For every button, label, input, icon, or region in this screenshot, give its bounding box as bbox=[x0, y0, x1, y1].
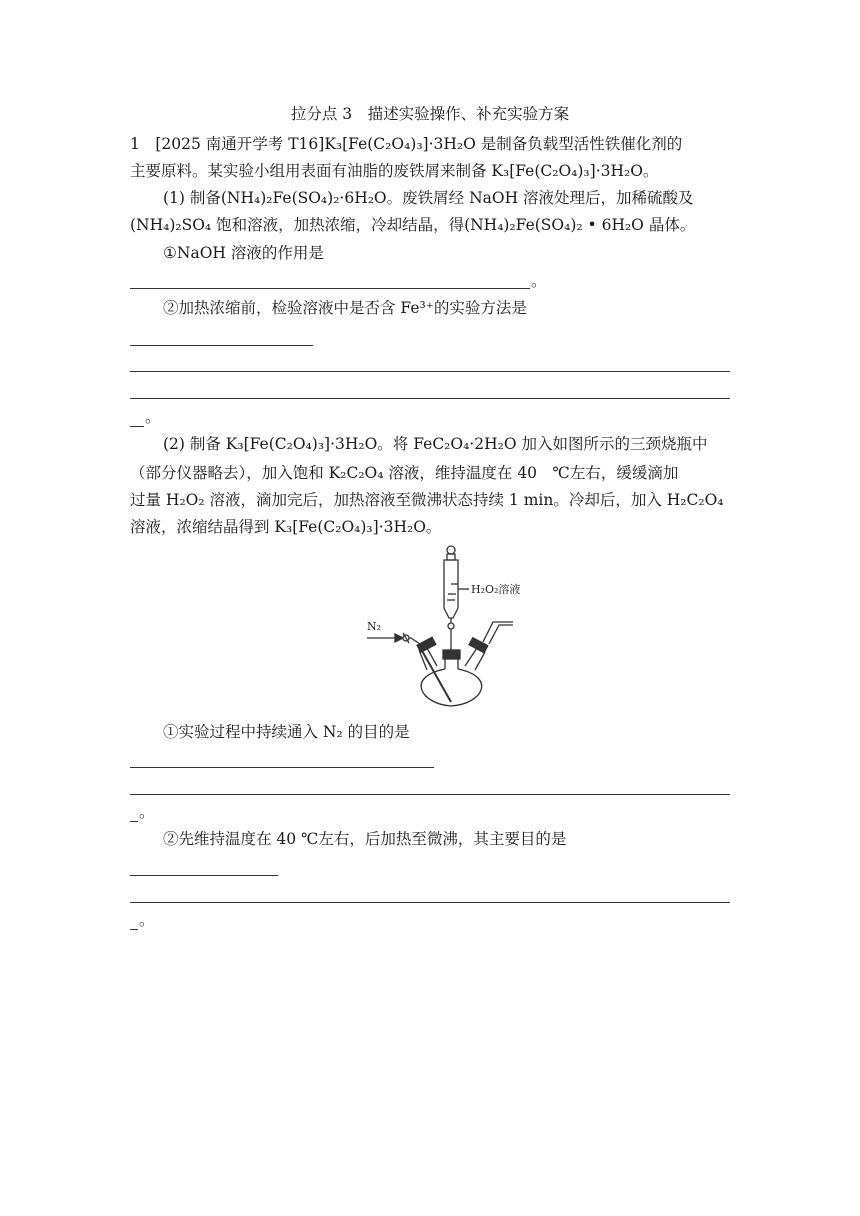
period-mark: 。 bbox=[531, 272, 547, 290]
answer-blank[interactable] bbox=[130, 767, 434, 768]
three-neck-flask-figure bbox=[365, 542, 525, 712]
dropping-funnel bbox=[444, 560, 458, 618]
n2-inlet-label: N₂ bbox=[367, 620, 382, 633]
answer-blank[interactable] bbox=[130, 875, 278, 876]
answer-blank[interactable] bbox=[130, 371, 730, 372]
answer-blank[interactable] bbox=[130, 929, 138, 930]
period-mark: 。 bbox=[145, 408, 161, 426]
part-2-question-b: ②先维持温度在 40 ℃左右，后加热至微沸，其主要目的是 bbox=[163, 830, 567, 848]
question-1-line-2: 主要原料。某实验小组用表面有油脂的废铁屑来制备 K₃[Fe(C₂O₄)₃]·3H₂O。 bbox=[130, 162, 659, 180]
stopper-icon bbox=[447, 546, 455, 554]
part-1-question-a: ①NaOH 溶液的作用是 bbox=[163, 244, 324, 262]
section-title: 拉分点 3 描述实验操作、补充实验方案 bbox=[290, 105, 570, 123]
part-1-line-1: (1) 制备(NH₄)₂Fe(SO₄)₂·6H₂O。废铁屑经 NaOH 溶液处理后，加稀硫酸及 bbox=[163, 189, 694, 207]
period-mark: 。 bbox=[139, 803, 155, 821]
question-1-line-1: 1 [2025 南通开学考 T16]K₃[Fe(C₂O₄)₃]·3H₂O 是制备负载型活性铁催化剂的 bbox=[130, 135, 683, 153]
part-2-line-1: (2) 制备 K₃[Fe(C₂O₄)₃]·3H₂O。将 FeC₂O₄·2H₂O 加入如图所示的三颈烧瓶中 bbox=[163, 435, 708, 453]
answer-blank[interactable] bbox=[130, 902, 730, 903]
part-2-line-3: 过量 H₂O₂ 溶液，滴加完后，加热溶液至微沸状态持续 1 min。冷却后，加入 H₂C₂O₄ bbox=[130, 491, 724, 509]
part-2-line-2: （部分仪器略去），加入饱和 K₂C₂O₄ 溶液，维持温度在 40 ℃左右，缓缓滴加 bbox=[130, 464, 679, 482]
answer-blank[interactable] bbox=[130, 288, 530, 289]
period-mark: 。 bbox=[139, 911, 155, 929]
part-2-question-a: ①实验过程中持续通入 N₂ 的目的是 bbox=[163, 723, 410, 741]
part-1-line-2: (NH₄)₂SO₄ 饱和溶液，加热浓缩，冷却结晶，得(NH₄)₂Fe(SO₄)₂ • 6H₂O 晶体。 bbox=[130, 216, 696, 234]
h2o2-solution-label: H₂O₂溶液 bbox=[471, 583, 521, 596]
answer-blank[interactable] bbox=[130, 345, 313, 346]
part-2-line-4: 溶液，浓缩结晶得到 K₃[Fe(C₂O₄)₃]·3H₂O。 bbox=[130, 518, 442, 536]
part-1-question-b: ②加热浓缩前，检验溶液中是否含 Fe³⁺的实验方法是 bbox=[163, 299, 527, 317]
answer-blank[interactable] bbox=[130, 794, 730, 795]
answer-blank[interactable] bbox=[130, 398, 730, 399]
answer-blank[interactable] bbox=[130, 821, 138, 822]
answer-blank[interactable] bbox=[130, 426, 144, 427]
